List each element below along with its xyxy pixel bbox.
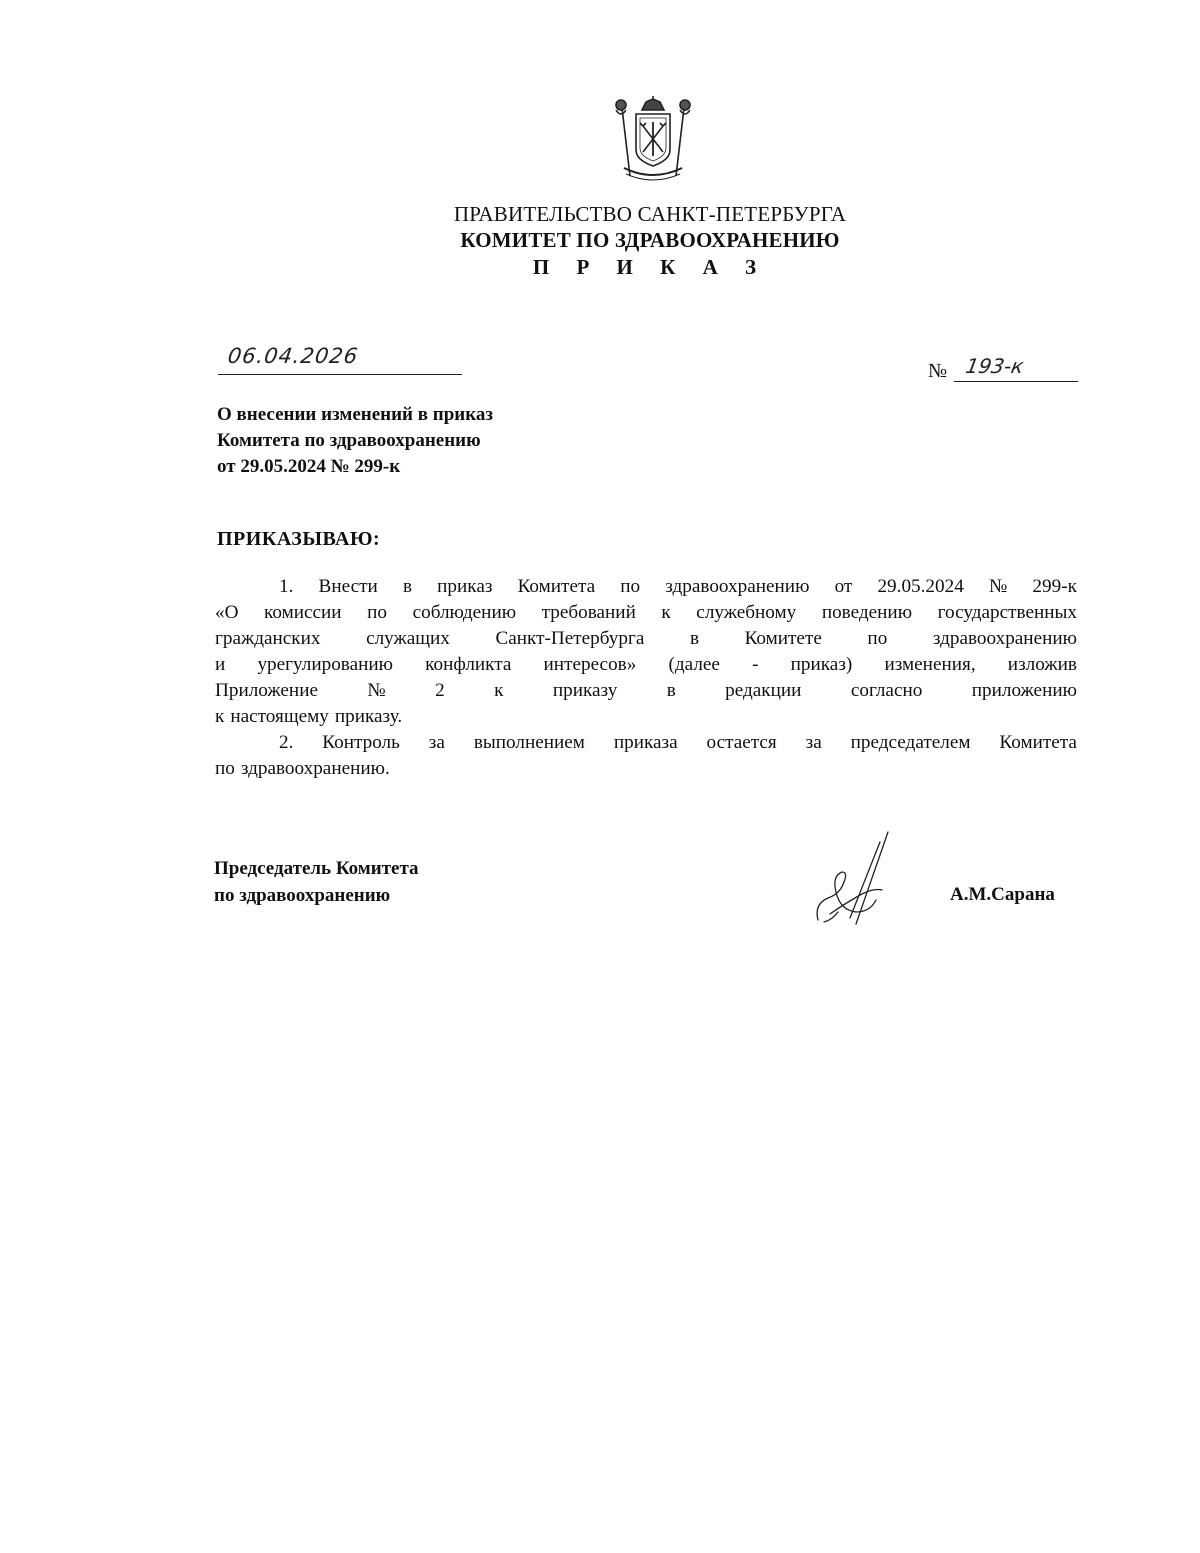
body-word: гражданских (215, 628, 321, 649)
body-word: № (988, 576, 1008, 597)
body-word: по (867, 628, 888, 649)
order-number: 193-к (963, 354, 1026, 378)
body-word: служебному (696, 602, 797, 623)
body-word: к (494, 680, 504, 701)
signer-position (214, 855, 554, 909)
body-word: государственных (937, 602, 1077, 623)
body-word: за (428, 732, 445, 753)
body-word: к (215, 706, 225, 727)
body-line (215, 574, 1077, 600)
body-word: 29.05.2024 (877, 576, 964, 597)
body-line (215, 704, 1077, 730)
body-line (215, 626, 1077, 652)
body-word: (далее (668, 654, 720, 675)
body-word: по (215, 758, 235, 779)
subject-line: от 29.05.2024 № 299-к (217, 456, 401, 477)
signer-name: А.М.Сарана (950, 884, 1055, 905)
body-word: приказа (613, 732, 678, 753)
body-word: служащих (366, 628, 450, 649)
signer-position-line: по здравоохранению (214, 885, 391, 906)
body-word: Комитете (744, 628, 822, 649)
body-word: за (805, 732, 822, 753)
body-word: в (402, 576, 412, 597)
body-word: выполнением (473, 732, 585, 753)
saint-petersburg-coat-of-arms-icon (612, 96, 694, 186)
order-body (215, 574, 1077, 782)
body-word: № (367, 680, 386, 701)
body-word: здравоохранению (932, 628, 1077, 649)
body-word: в (689, 628, 699, 649)
body-word: приказ) (790, 654, 853, 675)
body-word: соблюдению (412, 602, 517, 623)
body-word: приложению (971, 680, 1077, 701)
body-line (215, 652, 1077, 678)
order-date: 06.04.2026 (226, 344, 360, 368)
body-word: согласно (850, 680, 923, 701)
body-line (215, 600, 1077, 626)
government-name: ПРАВИТЕЛЬСТВО САНКТ-ПЕТЕРБУРГА (453, 202, 847, 226)
body-word: здравоохранению (665, 576, 810, 597)
body-word: 2. (279, 732, 294, 753)
body-word: приказ (437, 576, 493, 597)
order-directive: ПРИКАЗЫВАЮ: (217, 528, 381, 550)
body-word: в (666, 680, 676, 701)
body-word: Внести (318, 576, 378, 597)
body-line (215, 756, 1077, 782)
body-word: остается (706, 732, 777, 753)
body-word: Санкт-Петербурга (495, 628, 645, 649)
body-word: по (367, 602, 388, 623)
body-word: Комитета (517, 576, 596, 597)
body-word: изменения, (884, 654, 976, 675)
body-word: изложив (1007, 654, 1077, 675)
number-sign: № (928, 360, 948, 382)
body-word: к (661, 602, 671, 623)
committee-name: КОМИТЕТ ПО ЗДРАВООХРАНЕНИЮ (460, 228, 840, 252)
order-subject (217, 402, 637, 480)
body-line (215, 678, 1077, 704)
body-word: - (752, 654, 759, 675)
body-word: интересов» (543, 654, 637, 675)
number-field (928, 356, 1078, 384)
body-word: председателем (850, 732, 971, 753)
body-word: комиссии (264, 602, 342, 623)
body-word: приказу (552, 680, 618, 701)
handwritten-signature-icon (810, 828, 900, 928)
body-word: Комитета (999, 732, 1077, 753)
body-word: здравоохранению. (240, 758, 390, 779)
number-underline (954, 381, 1078, 382)
body-word: по (620, 576, 641, 597)
body-word: 1. (279, 576, 294, 597)
body-word: требований (541, 602, 636, 623)
subject-line: Комитета по здравоохранению (217, 430, 481, 451)
body-word: от (834, 576, 853, 597)
body-word: 299-к (1032, 576, 1077, 597)
body-word: 2 (435, 680, 445, 701)
body-word: настоящему (230, 706, 329, 727)
body-word: Приложение (215, 680, 318, 701)
body-word: поведению (821, 602, 913, 623)
body-word: приказу. (334, 706, 403, 727)
body-line (215, 730, 1077, 756)
body-word: урегулированию (257, 654, 393, 675)
subject-line: О внесении изменений в приказ (217, 404, 494, 425)
document-type: П Р И К А З (532, 255, 768, 279)
body-word: и (215, 654, 226, 675)
signer-position-line: Председатель Комитета (214, 858, 419, 879)
body-word: редакции (725, 680, 802, 701)
body-word: Контроль (322, 732, 400, 753)
body-word: конфликта (425, 654, 512, 675)
body-word: «О (215, 602, 239, 623)
date-field (218, 344, 462, 375)
